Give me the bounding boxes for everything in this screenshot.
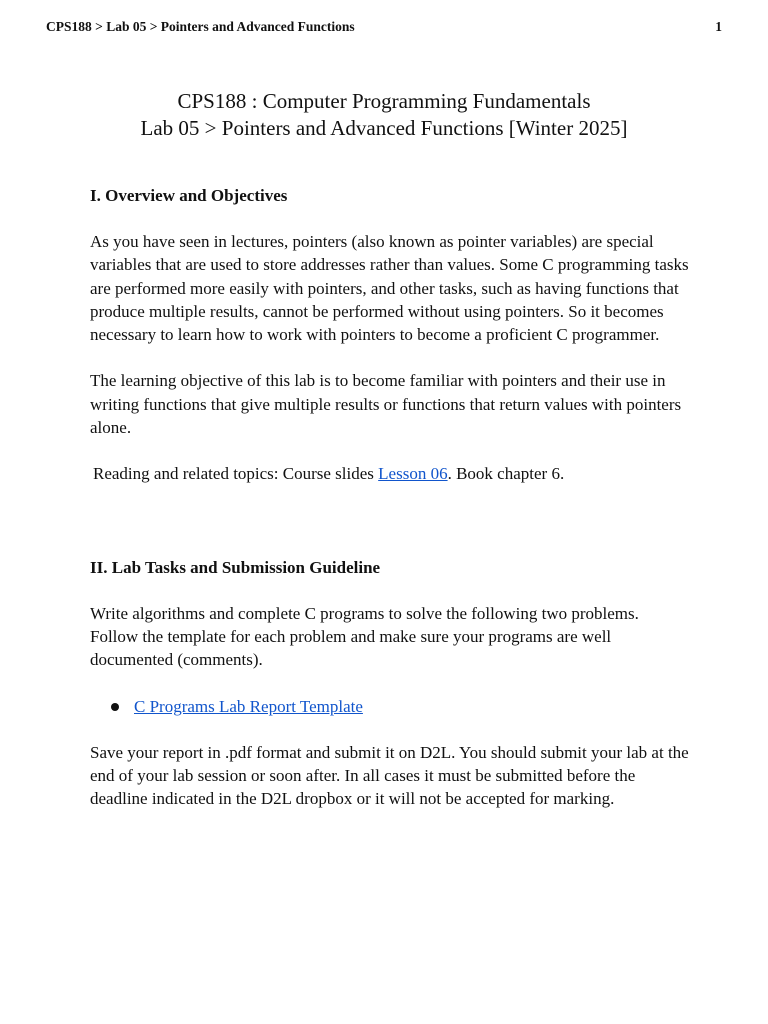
- objective-paragraph: The learning objective of this lab is to become familiar with pointers and their use in writing functions that give multiple results or functions that return values with pointers alone.: [90, 371, 682, 438]
- overview-paragraph: As you have seen in lectures, pointers (also known as pointer variables) are special variables that are used to store addresses rather than values. Some C programming tasks are performed more easily with pointers, and other tasks, such as having functions that produce multiple results, cannot be performed without using pointers. So it becomes necessary to learn how to work with pointers to become a proficient C programmer.: [90, 232, 689, 345]
- document-body: [90, 184, 690, 811]
- lesson-06-link[interactable]: Lesson 06: [378, 464, 448, 484]
- title-line-lab: Lab 05 > Pointers and Advanced Functions [Winter 2025]: [140, 116, 628, 140]
- running-header: [46, 19, 722, 39]
- tasks-paragraph: Write algorithms and complete C programs to solve the following two problems. Follow the template for each problem and make sure your programs are well documented (comments).: [90, 603, 639, 670]
- bullet-dot-icon: [111, 703, 119, 711]
- list-item: [90, 695, 690, 718]
- reading-suffix: . Book chapter 6.: [447, 464, 565, 484]
- reading-paragraph: [90, 462, 690, 485]
- section-heading-tasks: II. Lab Tasks and Submission Guideline: [90, 557, 381, 577]
- title-line-course: CPS188 : Computer Programming Fundamentals: [177, 89, 591, 113]
- template-list: [90, 695, 690, 718]
- page-number: 1: [715, 19, 722, 34]
- lab-report-template-link[interactable]: C Programs Lab Report Template: [134, 696, 363, 716]
- submission-paragraph: Save your report in .pdf format and submit it on D2L. You should submit your lab at the end of your lab session or soon after. In all cases it must be submitted before the deadline indicated in the D2L dropbox or it will not be accepted for marking.: [90, 742, 689, 809]
- reading-prefix: Reading and related topics: Course slides: [93, 464, 379, 484]
- section-heading-overview: I. Overview and Objectives: [90, 186, 288, 205]
- document-title: [0, 88, 768, 142]
- header-breadcrumb: CPS188 > Lab 05 > Pointers and Advanced Functions: [46, 19, 355, 34]
